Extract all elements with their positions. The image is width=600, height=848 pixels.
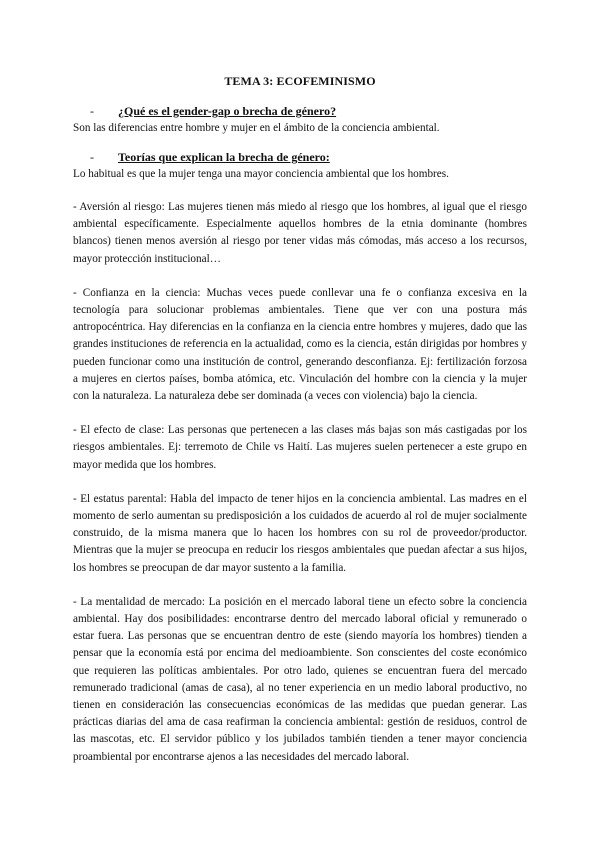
paragraph-estatus-parental: - El estatus parental: Habla del impacto de tener hijos en la conciencia ambiental. Las madres en el momento de serlo aumentan su predisposición a los cuidados de acuerdo al rol de mujer socialmente construido, de la misma manera que lo hacen los hombres con su rol de proveedor/productor. Mientras que la mujer se preocupa en reducir los riesgos ambientales que puedan afectar a sus hijos, los hombres se preocupan de dar mayor sustento a la familia. <box>73 492 527 574</box>
paragraph-confianza-ciencia: - Confianza en la ciencia: Muchas veces puede conllevar una fe o confianza excesiva en la tecnología para solucionar problemas ambientales. Tiene que ver con una postura más antropocéntrica. Hay diferencias en la confianza en la ciencia entre hombres y mujeres, dado que las grandes instituciones de referencia en la actualidad, como es la ciencia, están dirigidas por hombres y pueden funcionar como una institución de control, generando desconfianza. Ej: fertilización forzosa a mujeres en ciertos países, bomba atómica, etc. Vinculación del hombre con la ciencia y la mujer con la naturaleza. La naturaleza debe ser dominada (a veces con violencia) bajo la ciencia. <box>73 286 527 403</box>
paragraph-aversion-riesgo: - Aversión al riesgo: Las mujeres tienen más miedo al riesgo que los hombres, al igual que el riesgo ambiental específicamente. Especialmente aquellos hombres de la etnia dominante (hombres blancos) tienen menos aversión al riesgo por tener vidas más cómodas, más acceso a los recursos, mayor protección institucional… <box>73 201 527 265</box>
bullet-dash: - <box>90 150 94 164</box>
section-heading-text: ¿Qué es el gender-gap o brecha de género? <box>118 104 337 118</box>
section-text-gender-gap: Son las diferencias entre hombre y mujer en el ámbito de la conciencia ambiental. <box>73 122 440 134</box>
paragraph-efecto-clase: - El efecto de clase: Las personas que pertenecen a las clases más bajas son más castigadas por los riesgos ambientales. Ej: terremoto de Chile vs Haití. Las mujeres suelen pertenecer a este grupo en mayor medida que los hombres. <box>73 424 527 471</box>
document-title: TEMA 3: ECOFEMINISMO <box>224 74 376 88</box>
section-heading-text: Teorías que explican la brecha de género: <box>118 150 330 164</box>
bullet-dash: - <box>90 104 94 118</box>
paragraph-mentalidad-mercado: - La mentalidad de mercado: La posición en el mercado laboral tiene un efecto sobre la conciencia ambiental. Hay dos posibilidades: encontrarse dentro del mercado laboral oficial y remunerado o estar fuera. Las personas que se encuentran dentro de este (siendo mayoría los hombres) tienden a pensar que la economía está por encima del medioambiente. Son conscientes del coste económico que requieren las políticas ambientales. Por otro lado, quienes se encuentran fuera del mercado remunerado tradicional (amas de casa), al no tener experiencia en un medio laboral productivo, no tienen en consideración las consecuencias económicas de las medidas que puedan generar. Las prácticas diarias del ama de casa reafirman la conciencia ambiental: gestión de residuos, control de las mascotas, etc. El servidor público y los jubilados también tienden a tener mayor conciencia proambiental por encontrarse ajenos a las necesidades del mercado laboral. <box>73 595 527 763</box>
section-text-theories: Lo habitual es que la mujer tenga una mayor conciencia ambiental que los hombres. <box>73 168 449 180</box>
section-heading-gender-gap <box>73 103 527 120</box>
section-heading-theories <box>73 149 527 166</box>
